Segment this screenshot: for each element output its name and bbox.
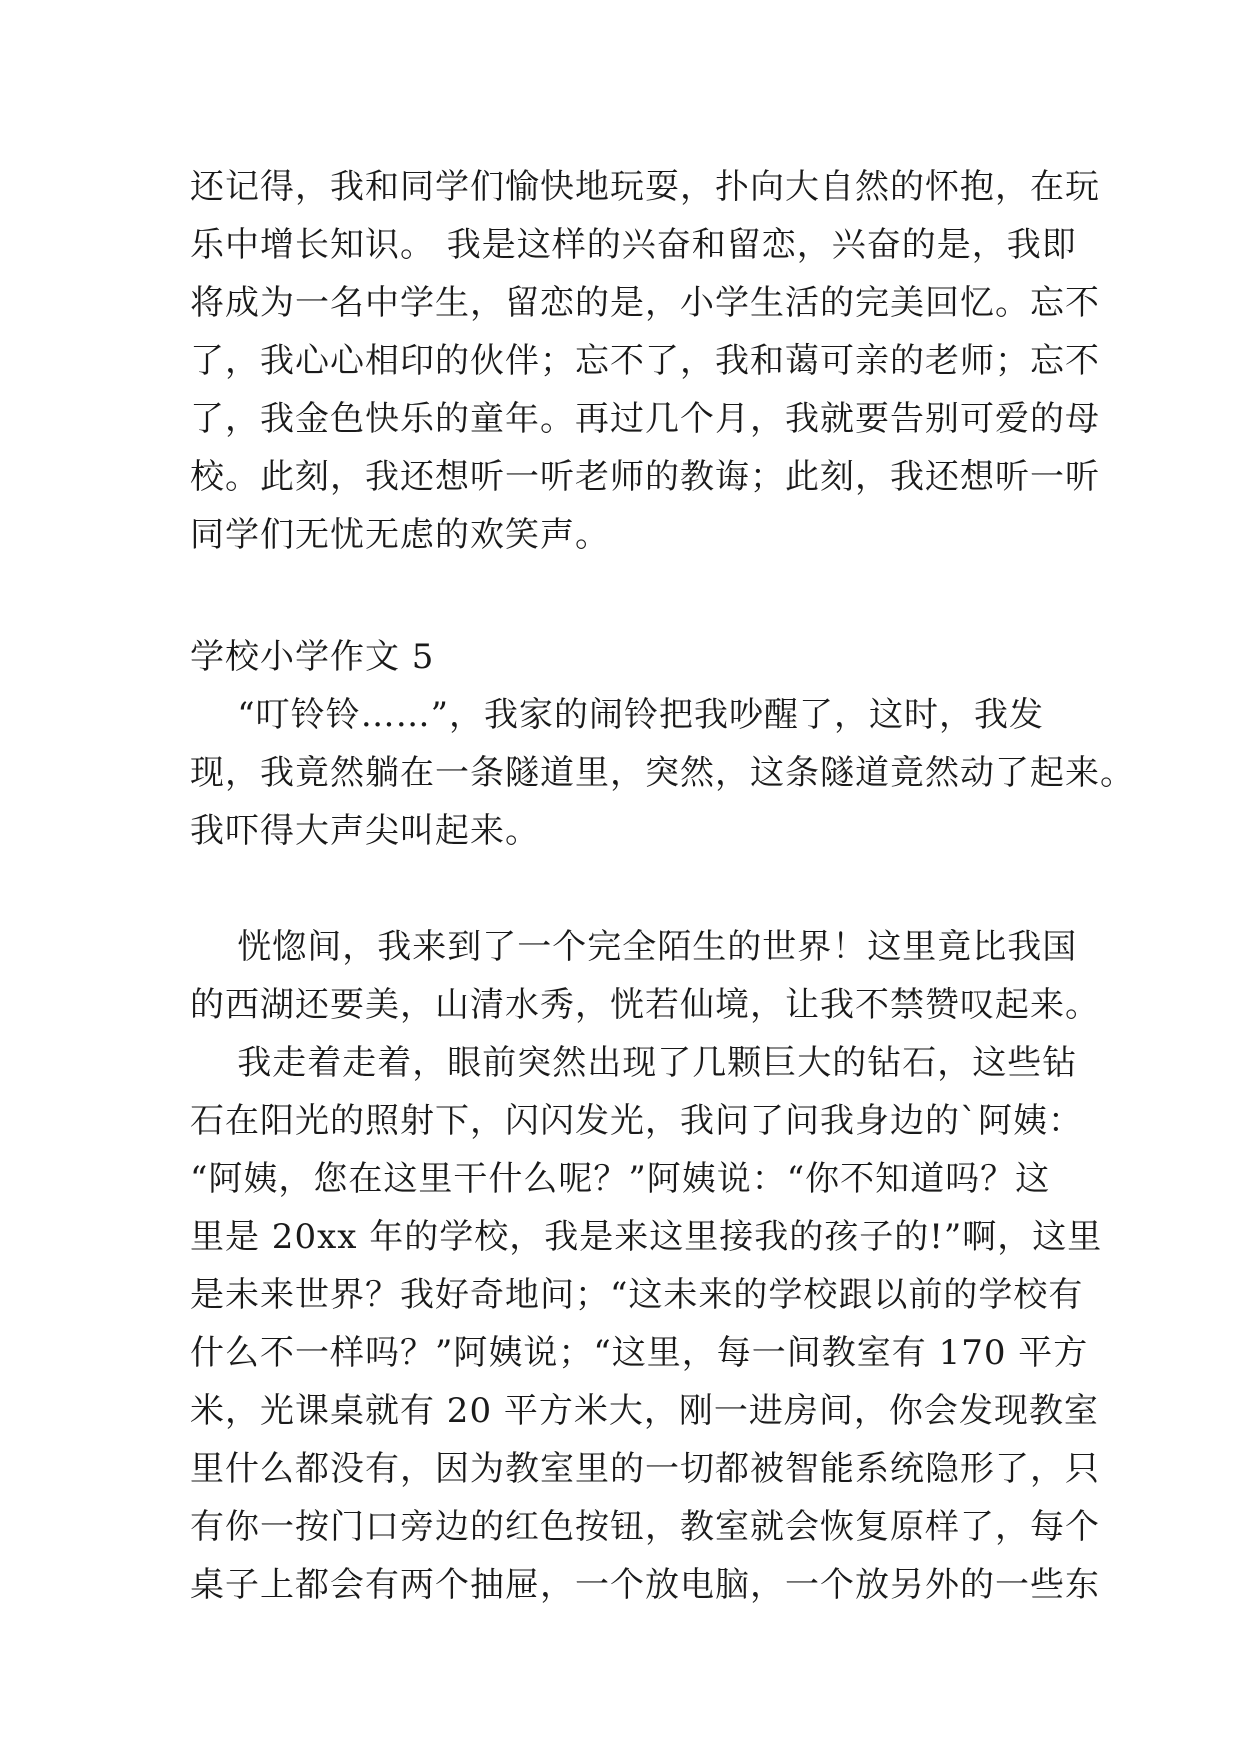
text-line: 什么不一样吗？”阿姨说；“这里，每一间教室有 170 平方 (190, 1333, 1089, 1373)
text-line: 乐中增长知识。 我是这样的兴奋和留恋，兴奋的是，我即 (190, 225, 1077, 265)
text-line: 现，我竟然躺在一条隧道里，突然，这条隧道竟然动了起来。 (190, 753, 1135, 793)
paragraph-top (190, 158, 1100, 564)
text-line: 同学们无忧无虑的欢笑声。 (190, 515, 610, 555)
text-line: 是未来世界？我好奇地问；“这未来的学校跟以前的学校有 (190, 1275, 1084, 1315)
text-line: 将成为一名中学生，留恋的是，小学生活的完美回忆。忘不 (190, 283, 1100, 323)
text-line: 恍惚间，我来到了一个完全陌生的世界！这里竟比我国 (190, 927, 1078, 967)
heading-text: 学校小学作文 5 (190, 637, 435, 677)
text-line: 桌子上都会有两个抽屉，一个放电脑，一个放另外的一些东 (190, 1565, 1100, 1605)
text-line: 还记得，我和同学们愉快地玩耍，扑向大自然的怀抱，在玩 (190, 167, 1100, 207)
section-heading (190, 628, 1060, 686)
text-line: 我吓得大声尖叫起来。 (190, 811, 540, 851)
text-line: 了，我金色快乐的童年。再过几个月，我就要告别可爱的母 (190, 399, 1100, 439)
paragraph-3 (190, 1034, 1103, 1614)
text-line: 我走着走着，眼前突然出现了几颗巨大的钻石，这些钻 (190, 1043, 1078, 1083)
paragraph-1 (190, 686, 1135, 860)
text-line: 米，光课桌就有 20 平方米大，刚一进房间，你会发现教室 (190, 1391, 1099, 1431)
text-line: 校。此刻，我还想听一听老师的教诲；此刻，我还想听一听 (190, 457, 1100, 497)
text-line: 里是 20xx 年的学校，我是来这里接我的孩子的!”啊，这里 (190, 1217, 1103, 1257)
text-line: 里什么都没有，因为教室里的一切都被智能系统隐形了，只 (190, 1449, 1100, 1489)
text-line: 的西湖还要美，山清水秀，恍若仙境，让我不禁赞叹起来。 (190, 985, 1100, 1025)
paragraph-2 (190, 918, 1100, 1034)
text-line: 有你一按门口旁边的红色按钮，教室就会恢复原样了，每个 (190, 1507, 1100, 1547)
text-line: “阿姨，您在这里干什么呢？”阿姨说：“你不知道吗？这 (190, 1159, 1051, 1199)
text-line: “叮铃铃……”，我家的闹铃把我吵醒了，这时，我发 (190, 695, 1044, 735)
text-line: 石在阳光的照射下，闪闪发光，我问了问我身边的`阿姨： (190, 1101, 1083, 1141)
text-line: 了，我心心相印的伙伴；忘不了，我和蔼可亲的老师；忘不 (190, 341, 1100, 381)
